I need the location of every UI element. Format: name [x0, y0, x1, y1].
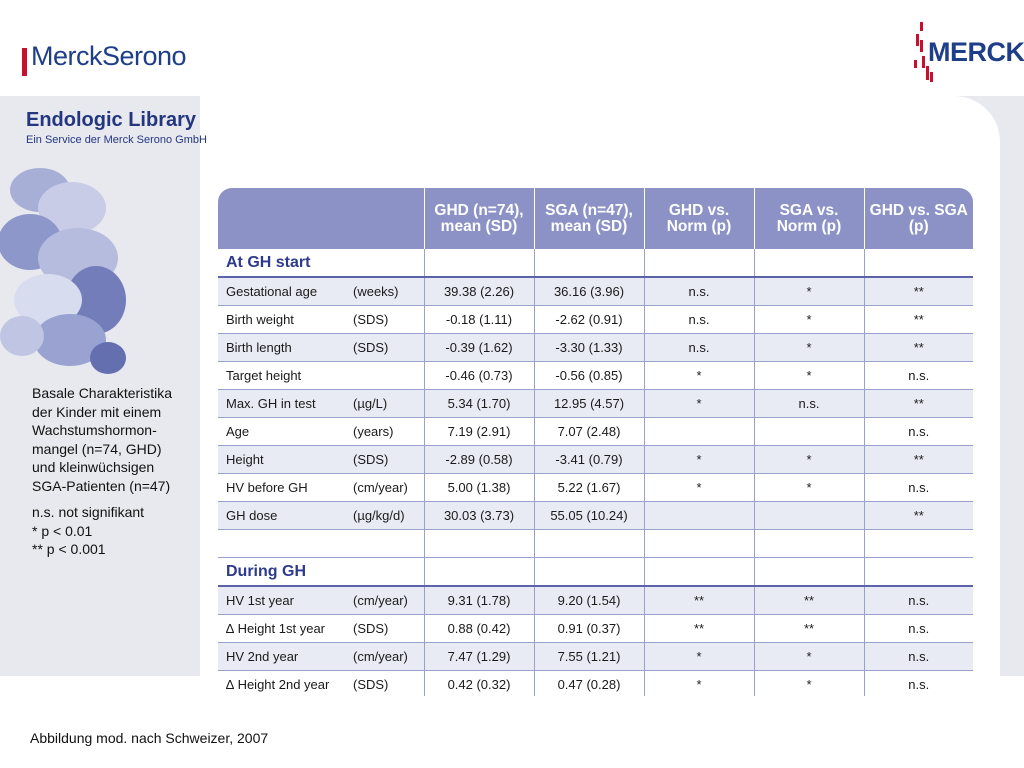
cell-sga: -3.41 (0.79) — [534, 446, 644, 474]
source-citation: Abbildung mod. nach Schweizer, 2007 — [30, 730, 269, 746]
cell-sga-norm: * — [754, 671, 864, 697]
section-row-during-gh — [218, 558, 973, 587]
cell-ghd-sga: n.s. — [864, 418, 973, 446]
table-row — [218, 643, 973, 671]
row-name: Age — [226, 424, 250, 439]
cell-sga: -2.62 (0.91) — [534, 306, 644, 334]
caption-line: mangel (n=74, GHD) — [32, 440, 162, 457]
row-unit: (SDS) — [353, 677, 389, 692]
row-name: Max. GH in test — [226, 396, 316, 411]
cell-sga: 0.91 (0.37) — [534, 615, 644, 643]
cell-ghd-norm: * — [644, 643, 754, 671]
cell-ghd-sga: n.s. — [864, 362, 973, 390]
spacer-row — [218, 530, 973, 558]
row-unit: (SDS) — [353, 340, 389, 355]
table-row — [218, 277, 973, 306]
cell-ghd-sga: n.s. — [864, 586, 973, 615]
cell-ghd: 0.42 (0.32) — [424, 671, 534, 697]
row-label-cell — [218, 334, 424, 362]
table-row — [218, 306, 973, 334]
cell-sga-norm: * — [754, 446, 864, 474]
row-label — [226, 649, 424, 664]
row-name: Target height — [226, 368, 302, 383]
characteristics-table — [218, 188, 973, 696]
cell-sga-norm: * — [754, 277, 864, 306]
row-name: HV before GH — [226, 480, 308, 495]
row-unit: (SDS) — [353, 621, 389, 636]
row-unit — [353, 368, 424, 383]
row-label-cell — [218, 474, 424, 502]
caption-line: Basale Charakteristika — [32, 385, 173, 401]
row-label — [226, 368, 424, 383]
cell-sga-norm: * — [754, 474, 864, 502]
row-label — [226, 677, 424, 692]
table-row — [218, 586, 973, 615]
row-label-cell — [218, 362, 424, 390]
cell-ghd: 0.88 (0.42) — [424, 615, 534, 643]
row-label-cell — [218, 277, 424, 306]
header-cell-sga: SGA (n=47), mean (SD) — [534, 188, 644, 249]
row-label-cell — [218, 643, 424, 671]
cell-ghd-norm: * — [644, 390, 754, 418]
cell-ghd-sga: ** — [864, 306, 973, 334]
cell-ghd-sga: n.s. — [864, 671, 973, 697]
cell-sga-norm: * — [754, 643, 864, 671]
row-name: Gestational age — [226, 284, 318, 299]
row-label-cell — [218, 306, 424, 334]
cell-sga: 12.95 (4.57) — [534, 390, 644, 418]
table-body — [218, 249, 973, 696]
table-row — [218, 334, 973, 362]
row-name: ∆ Height 1st year — [226, 621, 325, 636]
logo-accent-bar — [22, 48, 27, 76]
row-name: GH dose — [226, 508, 278, 523]
cell-ghd-sga: ** — [864, 446, 973, 474]
cell-ghd-norm — [644, 418, 754, 446]
cell-ghd-norm: n.s. — [644, 334, 754, 362]
section-title: During GH — [218, 558, 424, 587]
cell-ghd-sga: n.s. — [864, 474, 973, 502]
cell-ghd: -2.89 (0.58) — [424, 446, 534, 474]
cell-ghd: -0.39 (1.62) — [424, 334, 534, 362]
cell-sga-norm: * — [754, 306, 864, 334]
cell-ghd-norm: ** — [644, 586, 754, 615]
section-row-at-gh-start — [218, 249, 973, 277]
row-unit: (cm/year) — [353, 480, 408, 495]
caption-notes — [32, 384, 207, 567]
row-name: Birth length — [226, 340, 292, 355]
caption-line: und kleinwüchsigen — [32, 459, 155, 475]
cell-sga: 55.05 (10.24) — [534, 502, 644, 530]
row-label — [226, 452, 424, 467]
table-row — [218, 671, 973, 697]
row-unit: (SDS) — [353, 312, 389, 327]
row-unit: (µg/L) — [353, 396, 388, 411]
row-name: ∆ Height 2nd year — [226, 677, 330, 692]
caption-line: Wachstumshormon- — [32, 422, 157, 438]
row-label — [226, 480, 424, 495]
cell-ghd-sga: n.s. — [864, 615, 973, 643]
cell-ghd: 39.38 (2.26) — [424, 277, 534, 306]
merck-serono-logo-text: MerckSerono — [31, 40, 187, 71]
library-title: Endologic Library — [26, 109, 197, 131]
table-row — [218, 418, 973, 446]
row-unit: (SDS) — [353, 452, 389, 467]
legend-line: * p < 0.01 — [32, 522, 93, 539]
cell-ghd: 5.00 (1.38) — [424, 474, 534, 502]
merck-logo-text: MERCK — [928, 37, 1024, 67]
row-name: Height — [226, 452, 264, 467]
cell-ghd: 5.34 (1.70) — [424, 390, 534, 418]
cell-ghd-norm: * — [644, 446, 754, 474]
merck-serono-logo — [22, 34, 186, 78]
cell-ghd-sga: ** — [864, 390, 973, 418]
cell-sga-norm — [754, 418, 864, 446]
cell-ghd: 9.31 (1.78) — [424, 586, 534, 615]
cell-sga: 36.16 (3.96) — [534, 277, 644, 306]
row-label-cell — [218, 671, 424, 697]
cell-ghd-sga: ** — [864, 502, 973, 530]
row-label — [226, 593, 424, 608]
cell-ghd-sga: n.s. — [864, 643, 973, 671]
row-name: HV 1st year — [226, 593, 294, 608]
cell-sga: -0.56 (0.85) — [534, 362, 644, 390]
cell-sga-norm: * — [754, 334, 864, 362]
table-row — [218, 474, 973, 502]
row-unit: (cm/year) — [353, 593, 408, 608]
header-cell-sga-vs-norm: SGA vs. Norm (p) — [754, 188, 864, 249]
cell-ghd-sga: ** — [864, 277, 973, 306]
row-label — [226, 508, 424, 523]
cell-sga-norm: * — [754, 362, 864, 390]
caption-text — [32, 384, 207, 495]
cell-ghd: -0.18 (1.11) — [424, 306, 534, 334]
cell-ghd-norm: * — [644, 671, 754, 697]
merck-logo — [912, 20, 1024, 84]
table-row — [218, 615, 973, 643]
row-label-cell — [218, 586, 424, 615]
legend-line: n.s. not signifikant — [32, 504, 145, 520]
table-row — [218, 502, 973, 530]
significance-legend — [32, 503, 207, 559]
row-name: Birth weight — [226, 312, 294, 327]
library-subtitle: Ein Service der Merck Serono GmbH — [26, 134, 207, 146]
cell-sga-norm: ** — [754, 615, 864, 643]
section-title: At GH start — [218, 249, 424, 277]
row-label-cell — [218, 502, 424, 530]
header-cell-ghd-vs-sga: GHD vs. SGA (p) — [864, 188, 973, 249]
row-label — [226, 621, 424, 636]
row-unit: (µg/kg/d) — [353, 508, 405, 523]
cell-ghd-norm: * — [644, 362, 754, 390]
row-label-cell — [218, 418, 424, 446]
row-label — [226, 284, 424, 299]
row-label-cell — [218, 446, 424, 474]
cell-ghd: 7.47 (1.29) — [424, 643, 534, 671]
protein-structure-image — [0, 150, 130, 380]
header-cell-ghd: GHD (n=74), mean (SD) — [424, 188, 534, 249]
table-row — [218, 446, 973, 474]
header-cell-empty — [218, 188, 424, 249]
row-unit: (years) — [353, 424, 394, 439]
header-cell-ghd-vs-norm: GHD vs. Norm (p) — [644, 188, 754, 249]
row-label — [226, 340, 424, 355]
caption-line: SGA-Patienten (n=47) — [32, 477, 171, 494]
cell-ghd-norm — [644, 502, 754, 530]
row-label — [226, 424, 424, 439]
cell-ghd-norm: n.s. — [644, 306, 754, 334]
cell-sga-norm: n.s. — [754, 390, 864, 418]
row-unit: (weeks) — [353, 284, 399, 299]
row-unit: (cm/year) — [353, 649, 408, 664]
cell-sga: 7.07 (2.48) — [534, 418, 644, 446]
cell-ghd-norm: n.s. — [644, 277, 754, 306]
row-label-cell — [218, 390, 424, 418]
cell-ghd: 30.03 (3.73) — [424, 502, 534, 530]
table-row — [218, 390, 973, 418]
row-name: HV 2nd year — [226, 649, 299, 664]
cell-sga: 0.47 (0.28) — [534, 671, 644, 697]
legend-line: ** p < 0.001 — [32, 541, 106, 557]
cell-ghd-sga: ** — [864, 334, 973, 362]
caption-line: der Kinder mit einem — [32, 403, 162, 420]
cell-sga-norm — [754, 502, 864, 530]
cell-sga: 7.55 (1.21) — [534, 643, 644, 671]
table-row — [218, 362, 973, 390]
cell-ghd-norm: * — [644, 474, 754, 502]
table-header-row — [218, 188, 973, 249]
row-label — [226, 396, 424, 411]
cell-ghd-norm: ** — [644, 615, 754, 643]
cell-sga: 9.20 (1.54) — [534, 586, 644, 615]
cell-sga: 5.22 (1.67) — [534, 474, 644, 502]
cell-sga: -3.30 (1.33) — [534, 334, 644, 362]
row-label — [226, 312, 424, 327]
row-label-cell — [218, 615, 424, 643]
cell-ghd: -0.46 (0.73) — [424, 362, 534, 390]
cell-sga-norm: ** — [754, 586, 864, 615]
cell-ghd: 7.19 (2.91) — [424, 418, 534, 446]
